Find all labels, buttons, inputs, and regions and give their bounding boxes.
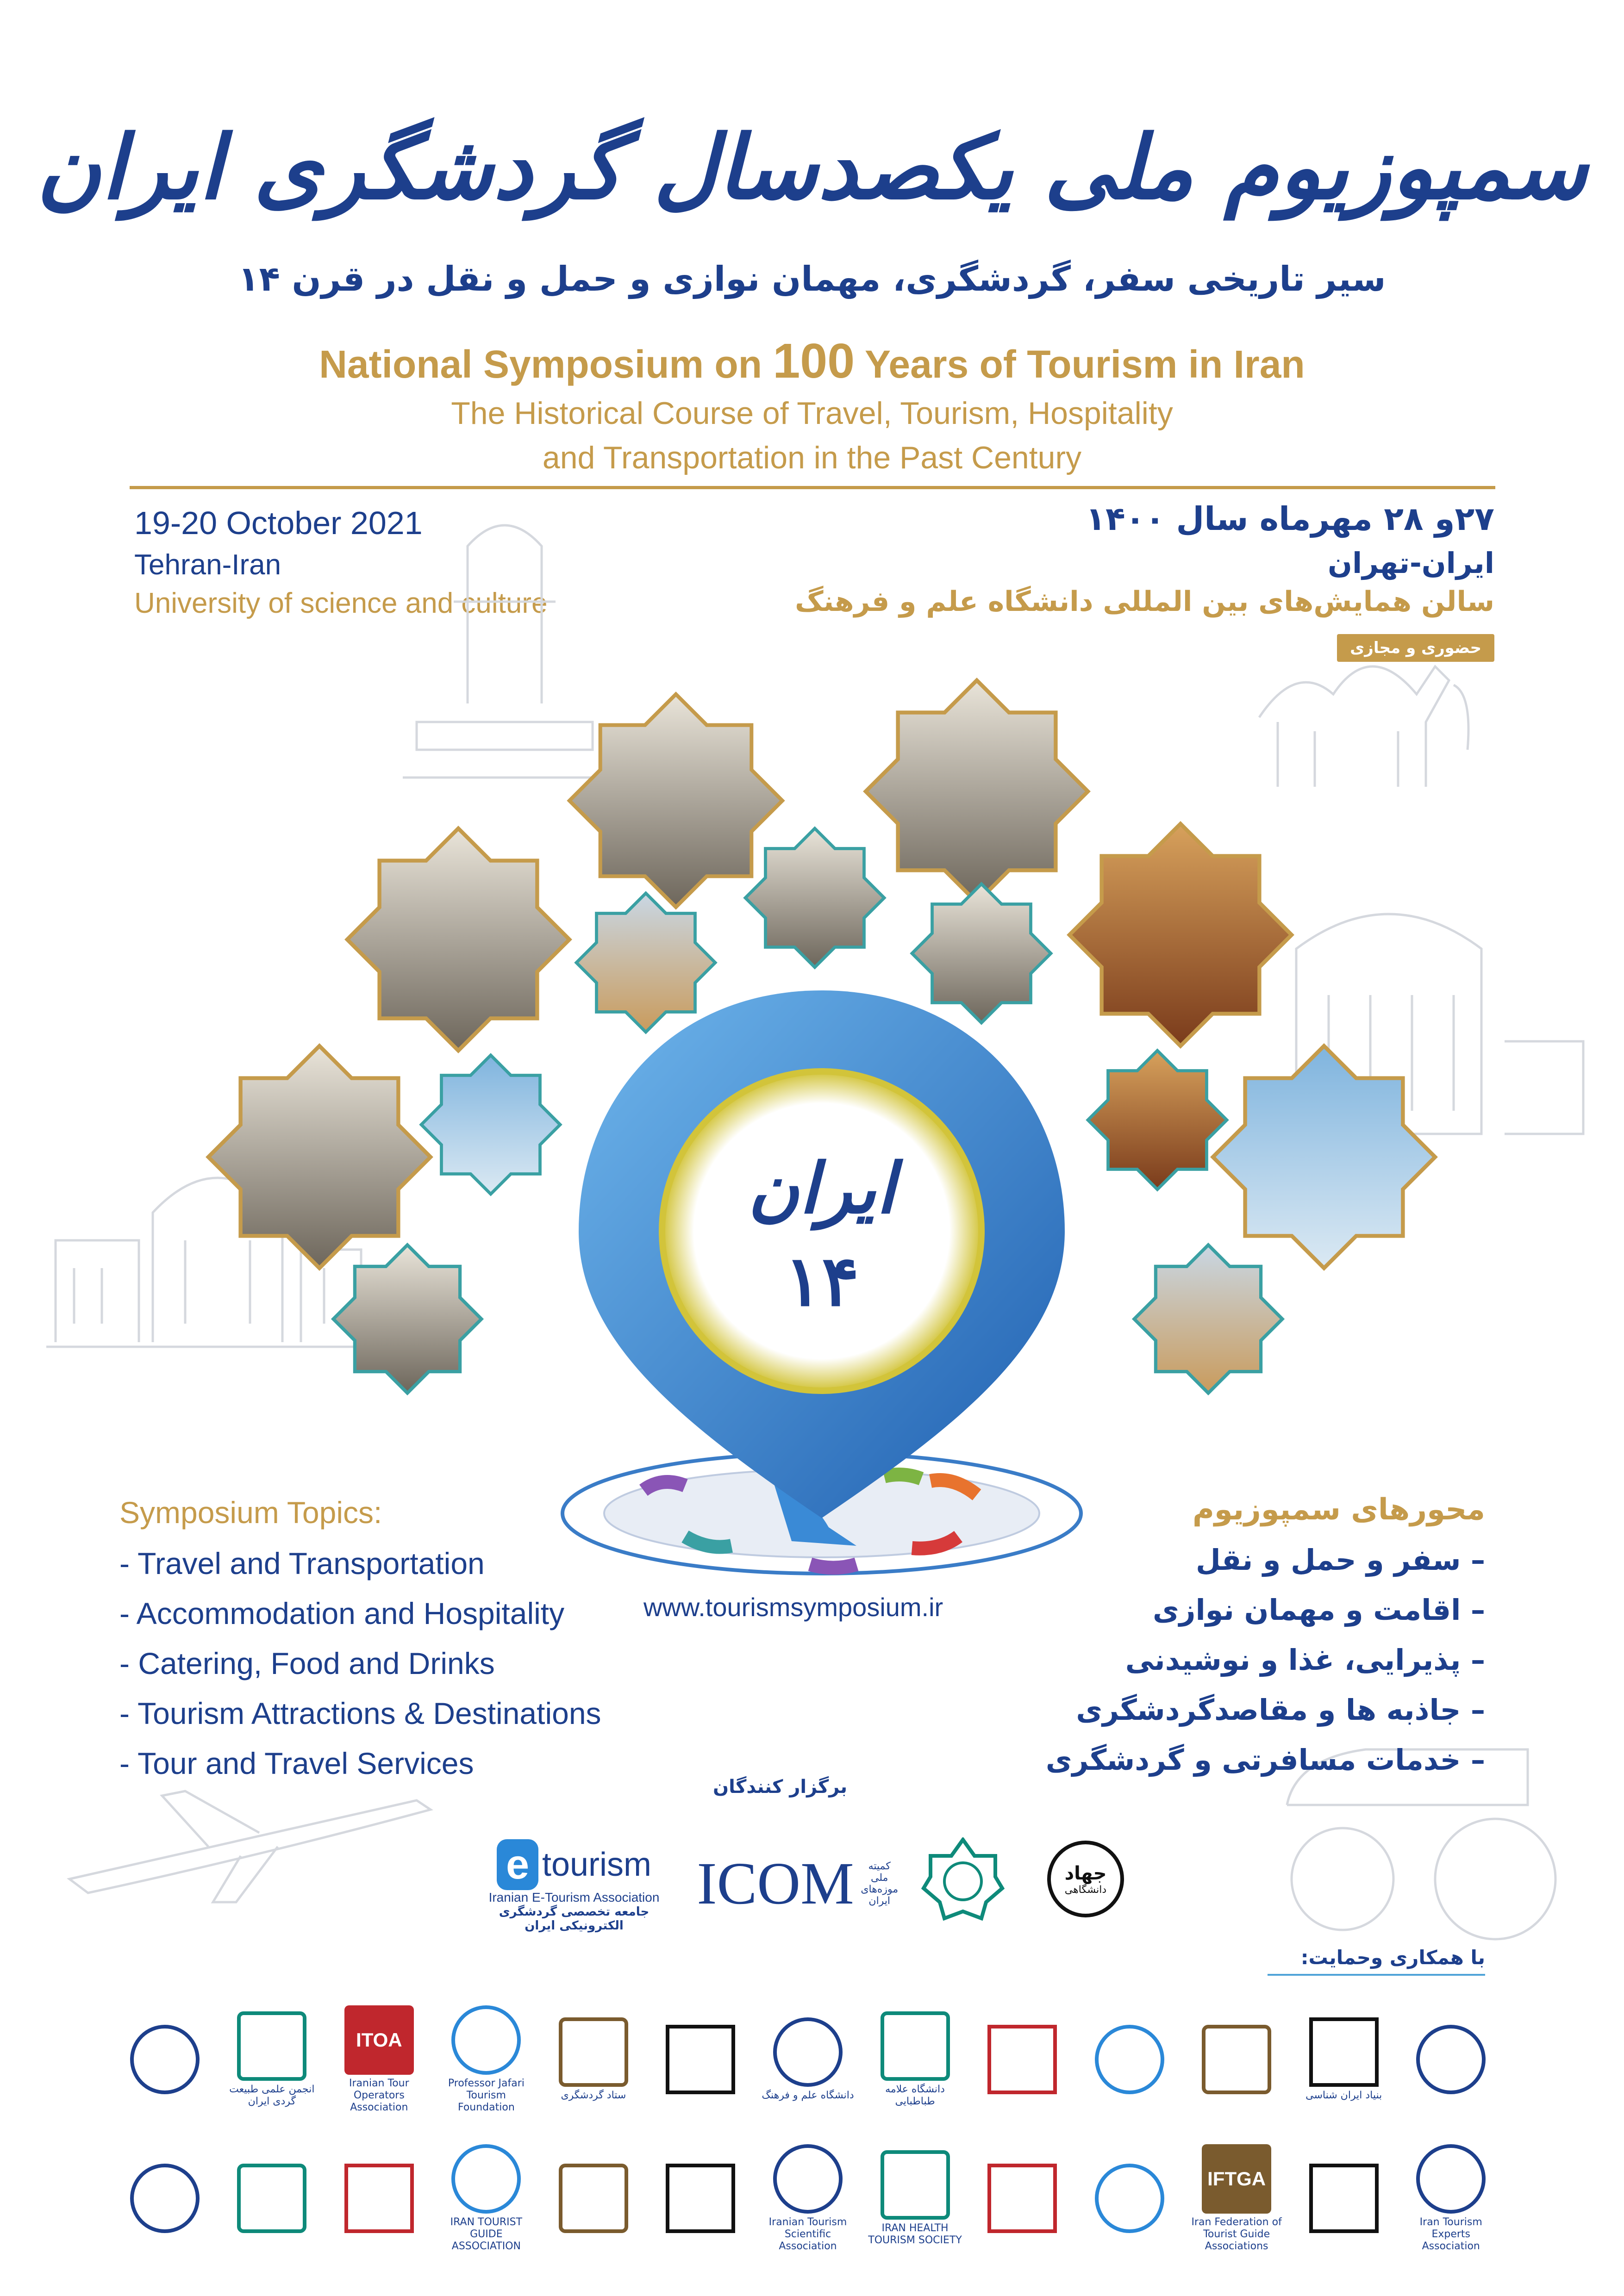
iranology-logo (1295, 1999, 1393, 2120)
subtitle-fa: سیر تاریخی سفر، گردشگری، مهمان نوازی و حمل و نقل در قرن ۱۴ (238, 259, 1386, 299)
isfahan-logo-mark (987, 2025, 1057, 2094)
tehran-uni-logo-mark (1095, 2025, 1164, 2094)
tourism-experts-logo (1402, 2138, 1500, 2259)
itoa-logo-mark: ITOA (344, 2005, 414, 2075)
persepolis-photo (1134, 1245, 1282, 1393)
heritage-organizer-logo (912, 1819, 1014, 1939)
iftga-logo-caption: Iran Federation of Tourist Guide Associations (1191, 2216, 1282, 2252)
motorcycle-riders-photo (866, 680, 1088, 902)
title-fa: سمپوزیوم ملی یکصدسال گردشگری ایران (36, 116, 1588, 219)
lotus-iea-logo-mark (237, 2011, 306, 2081)
location-pin-graphic (532, 972, 1111, 1597)
icom-brand: ICOM (697, 1850, 854, 1917)
isfahan-logo (973, 1999, 1071, 2120)
tourism-headquarters-logo-caption: ستاد گردشگری (561, 2090, 626, 2101)
heritage-emblem-icon (921, 1837, 1005, 1921)
organizers-label: برگزار کنندگان (713, 1776, 848, 1798)
ministry-heritage-logo-mark (1416, 2025, 1486, 2094)
icom-logo (690, 1847, 907, 1921)
title-en-num: 100 (773, 334, 855, 388)
itsa-logo-mark (773, 2144, 843, 2214)
red-bird-logo (544, 2138, 643, 2259)
atu-logo-caption: دانشگاه علامه طباطبایی (885, 2084, 945, 2107)
tourism-headquarters-logo (544, 1999, 643, 2120)
tourism-experts-logo-caption: Iran Tourism Experts Association (1419, 2216, 1482, 2252)
cultural-heritage-logo-mark (1202, 2025, 1271, 2094)
itsa-logo (759, 2138, 857, 2259)
calligraphy-logo (330, 2138, 428, 2259)
website-link[interactable]: www.tourismsymposium.ir (643, 1593, 943, 1622)
jahad-brand: جهاد (1064, 1862, 1107, 1884)
topic-en-item: - Accommodation and Hospitality (119, 1596, 565, 1630)
e-letter-icon: e (497, 1839, 538, 1890)
chapkhaneh-logo (116, 2138, 214, 2259)
topic-en-item: - Tour and Travel Services (119, 1746, 474, 1780)
event-venue-en: University of science and culture (134, 587, 548, 619)
jahad-logo (1032, 1819, 1139, 1939)
itoa-logo-caption: Iranian Tour Operators Association (349, 2078, 409, 2113)
subtitle-en-line1: The Historical Course of Travel, Tourism, Hospitality (451, 396, 1173, 431)
topic-en-item: - Travel and Transportation (119, 1546, 485, 1580)
jahad-circle-icon (1047, 1841, 1124, 1917)
topics-fa (1046, 1493, 1485, 1785)
jafari-foundation-logo (437, 1999, 536, 2120)
icom-name-fa: کمیته ملی موزه‌های ایران (861, 1860, 899, 1907)
cultural-heritage-logo (1187, 1999, 1286, 2120)
yazd-logo-mark (237, 2164, 306, 2233)
atu-research-logo (1295, 2138, 1393, 2259)
yazd-logo (223, 2138, 321, 2259)
event-date-fa: ۲۷و ۲۸ مهرماه سال ۱۴۰۰ (1086, 500, 1494, 538)
tehran-uni-logo (1081, 1999, 1179, 2120)
itoa-logo (330, 1999, 428, 2120)
flag-ribbon-logo-mark (987, 2164, 1057, 2233)
health-tourism-logo-caption: IRAN HEALTH TOURISM SOCIETY (868, 2222, 962, 2246)
atu-logo-mark (881, 2011, 950, 2081)
event-place-en: Tehran-Iran (134, 549, 281, 581)
ministry-science-logo (652, 1999, 750, 2120)
iftga-logo (1187, 2138, 1286, 2259)
subtitle-en-line2: and Transportation in the Past Century (542, 440, 1082, 475)
jafari-foundation-logo-caption: Professor Jafari Tourism Foundation (448, 2078, 525, 2113)
etourism-brand: tourism (542, 1846, 652, 1883)
atu-research-logo-mark (1309, 2164, 1379, 2233)
usc-logo-caption: دانشگاه علم و فرهنگ (762, 2090, 854, 2101)
topics-en (119, 1495, 601, 1788)
topic-en-item: - Tourism Attractions & Destinations (119, 1696, 601, 1730)
sponsors-underline (1268, 1974, 1485, 1976)
title-en-pre: National Symposium on (319, 342, 773, 386)
pin-ring (662, 1071, 981, 1391)
lotus-iea-logo (223, 1999, 321, 2120)
title-en-post: Years of Tourism in Iran (855, 342, 1305, 386)
flag-ribbon-logo (973, 2138, 1071, 2259)
lotus-iea-logo-caption: انجمن علمی طبیعت گردی ایران (229, 2084, 315, 2107)
vintage-bus-photo (208, 1046, 431, 1268)
pin-text-line2: ۱۴ (784, 1240, 859, 1322)
tourism-headquarters-logo-mark (559, 2017, 628, 2087)
azadi-tower-photo (1213, 1046, 1435, 1268)
pin-text-line1: ایران (748, 1148, 896, 1229)
etourism-name-fa: جامعه تخصصی گردشگری الکترونیکی ایران (499, 1905, 650, 1933)
iranology-logo-caption: بنیاد ایران شناسی (1305, 2090, 1382, 2101)
chamber-commerce-logo (116, 1999, 214, 2120)
usc-logo (759, 1999, 857, 2120)
itsa-logo-caption: Iranian Tourism Scientific Association (768, 2216, 847, 2252)
usc-logo-mark (773, 2017, 843, 2087)
iftga-logo-mark: IFTGA (1202, 2144, 1271, 2214)
topic-fa-item: – پذیرایی، غذا و نوشیدنی (1125, 1643, 1485, 1677)
sun-flower-logo (652, 2138, 750, 2259)
swallow-logo (1081, 2138, 1179, 2259)
ministry-heritage-logo (1402, 1999, 1500, 2120)
iranology-logo-mark (1309, 2017, 1379, 2087)
topics-fa-heading: محورهای سمپوزیوم (1192, 1493, 1485, 1527)
guide-association-logo-caption: IRAN TOURIST GUIDE ASSOCIATION (450, 2216, 523, 2252)
ministry-science-logo-mark (666, 2025, 735, 2094)
topics-en-heading: Symposium Topics: (119, 1495, 382, 1530)
sun-flower-logo-mark (666, 2164, 735, 2233)
tourism-experts-logo-mark (1416, 2144, 1486, 2214)
topic-fa-item: – اقامت و مهمان نوازی (1152, 1593, 1485, 1627)
event-place-fa: ایران-تهران (1328, 546, 1494, 580)
health-tourism-logo (866, 2138, 964, 2259)
guide-association-logo-mark (451, 2144, 521, 2214)
steam-train-photo (569, 694, 782, 907)
sponsors-label: با همکاری وحمایت: (1300, 1946, 1485, 1969)
event-mode-badge: حضوری و مجازی (1337, 634, 1494, 662)
calligraphy-logo-mark (344, 2164, 414, 2233)
etourism-name-en: Iranian E-Tourism Association (488, 1890, 660, 1904)
swallow-logo-mark (1095, 2164, 1164, 2233)
event-date-en: 19-20 October 2021 (134, 505, 423, 541)
topic-fa-item: – سفر و حمل و نقل (1196, 1543, 1485, 1577)
chamber-commerce-logo-mark (130, 2025, 200, 2094)
atu-logo (866, 1999, 964, 2120)
chapkhaneh-logo-mark (130, 2164, 200, 2233)
topic-fa-item: – جاذبه ها و مقاصدگردشگری (1076, 1693, 1485, 1727)
event-venue-fa: سالن همایش‌های بین المللی دانشگاه علم و فرهنگ (795, 585, 1494, 618)
jahad-name: دانشگاهی (1064, 1884, 1107, 1896)
red-bird-logo-mark (559, 2164, 628, 2233)
jafari-foundation-logo-mark (451, 2005, 521, 2075)
health-tourism-logo-mark (881, 2150, 950, 2220)
topic-en-item: - Catering, Food and Drinks (119, 1646, 495, 1680)
topic-fa-item: – خدمات مسافرتی و گردشگری (1045, 1743, 1485, 1777)
guide-association-logo (437, 2138, 536, 2259)
vintage-carriage-photo (745, 828, 884, 967)
old-city-gate-photo (333, 1245, 481, 1393)
etourism-logo (477, 1837, 671, 1935)
